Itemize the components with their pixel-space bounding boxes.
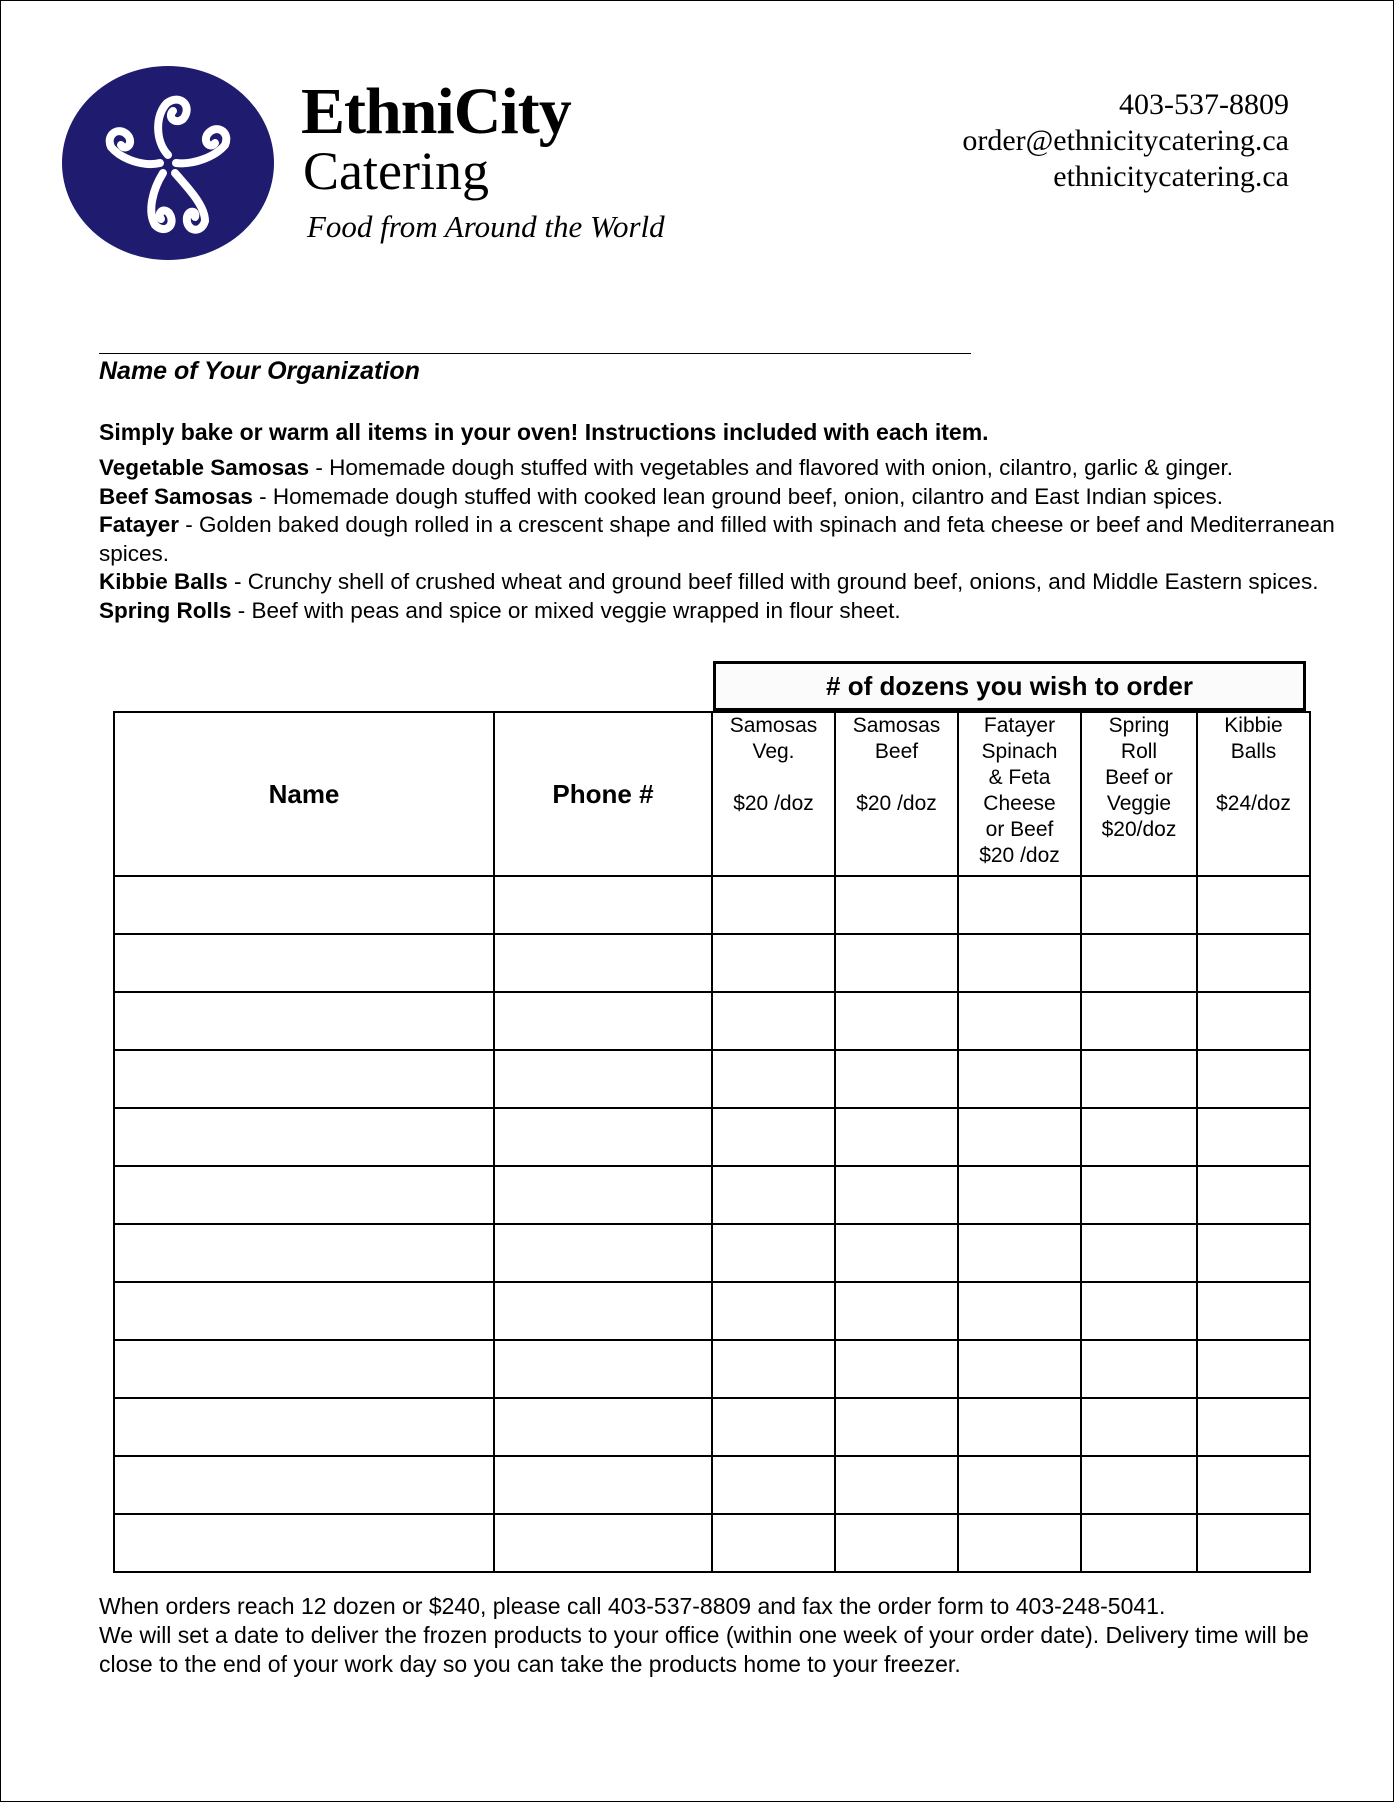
dozens-cell[interactable]: [712, 1108, 835, 1166]
product-header-line: Beef or: [1105, 766, 1173, 789]
product-description: [99, 511, 1339, 568]
name-cell[interactable]: [114, 1514, 494, 1572]
dozens-cell[interactable]: [958, 1514, 1081, 1572]
product-description: [99, 597, 1339, 626]
dozens-cell[interactable]: [835, 1050, 958, 1108]
product-description: [99, 483, 1339, 512]
table-row: [114, 1340, 1310, 1398]
dozens-cell[interactable]: [958, 1456, 1081, 1514]
column-header-product: [958, 712, 1081, 876]
product-description: [99, 568, 1339, 597]
product-header-line: Veggie: [1106, 792, 1172, 815]
product-description: [99, 454, 1339, 483]
dozens-cell[interactable]: [712, 1514, 835, 1572]
dozens-cell[interactable]: [835, 1398, 958, 1456]
dozens-cell[interactable]: [835, 1108, 958, 1166]
brand-subname: Catering: [303, 141, 489, 201]
product-header-line: Kibbie: [1224, 714, 1283, 737]
product-header-line: Balls: [1230, 740, 1277, 763]
dozens-cell[interactable]: [1081, 934, 1197, 992]
column-header-phone: Phone #: [494, 712, 712, 876]
table-row: [114, 1514, 1310, 1572]
product-price: $24/doz: [1216, 792, 1291, 815]
dozens-cell[interactable]: [1197, 1050, 1310, 1108]
dozens-cell[interactable]: [1081, 1224, 1197, 1282]
column-header-name: Name: [114, 712, 494, 876]
phone-cell[interactable]: [494, 1108, 712, 1166]
brand-tagline: Food from Around the World: [307, 209, 665, 244]
dozens-cell[interactable]: [958, 992, 1081, 1050]
footer-line: When orders reach 12 dozen or $240, please call 403-537-8809 and fax the order form to 403-248-5041.: [99, 1593, 1166, 1619]
dozens-header: # of dozens you wish to order: [713, 661, 1306, 711]
dozens-cell[interactable]: [1081, 1166, 1197, 1224]
product-name: Kibbie Balls: [99, 569, 228, 594]
dozens-cell[interactable]: [1197, 1514, 1310, 1572]
product-name: Vegetable Samosas: [99, 455, 310, 480]
name-cell[interactable]: [114, 1050, 494, 1108]
name-cell[interactable]: [114, 992, 494, 1050]
dozens-cell[interactable]: [712, 1398, 835, 1456]
product-header-gap: [836, 765, 957, 791]
table-row: [114, 876, 1310, 934]
table-row: [114, 1282, 1310, 1340]
intro-text: Simply bake or warm all items in your oven! Instructions included with each item.: [99, 419, 989, 445]
dozens-cell[interactable]: [958, 1166, 1081, 1224]
dozens-cell[interactable]: [958, 1340, 1081, 1398]
dozens-cell[interactable]: [712, 1050, 835, 1108]
footer-text: [99, 1592, 1349, 1679]
table-row: [114, 1166, 1310, 1224]
product-detail: - Homemade dough stuffed with cooked lean ground beef, onion, cilantro and East Indian spices.: [252, 483, 1224, 509]
dozens-cell[interactable]: [1081, 1398, 1197, 1456]
dozens-cell[interactable]: [712, 1224, 835, 1282]
column-header-product: [1081, 712, 1197, 876]
product-price: $20 /doz: [733, 792, 814, 815]
dozens-cell[interactable]: [835, 934, 958, 992]
phone-cell[interactable]: [494, 1050, 712, 1108]
product-header-line: Samosas: [729, 714, 818, 737]
dozens-cell[interactable]: [712, 876, 835, 934]
product-header-line: Fatayer: [983, 714, 1056, 737]
dozens-cell[interactable]: [1197, 1224, 1310, 1282]
product-price: $20/doz: [1101, 818, 1177, 841]
column-header-product: [712, 712, 835, 876]
product-price: $20 /doz: [979, 844, 1060, 867]
product-detail: - Beef with peas and spice or mixed veggie wrapped in flour sheet.: [231, 597, 901, 623]
contact-email[interactable]: order@ethnicitycatering.ca: [962, 124, 1289, 157]
product-detail: - Golden baked dough rolled in a crescent shape and filled with spinach and feta cheese or beef and Mediterranean spices.: [99, 512, 1335, 566]
name-cell[interactable]: [114, 934, 494, 992]
organization-name-line[interactable]: [99, 353, 971, 354]
dozens-cell[interactable]: [1081, 876, 1197, 934]
name-cell[interactable]: [114, 1224, 494, 1282]
name-cell[interactable]: [114, 1456, 494, 1514]
dozens-cell[interactable]: [835, 992, 958, 1050]
dozens-cell[interactable]: [958, 934, 1081, 992]
name-cell[interactable]: [114, 1282, 494, 1340]
order-rows: [114, 876, 1310, 1572]
dozens-cell[interactable]: [835, 1340, 958, 1398]
name-cell[interactable]: [114, 1166, 494, 1224]
product-header-line: Veg.: [752, 740, 795, 763]
product-price: $20 /doz: [856, 792, 937, 815]
dozens-cell[interactable]: [835, 1224, 958, 1282]
product-header-line: Roll: [1120, 740, 1158, 763]
contact-phone: 403-537-8809: [1119, 88, 1289, 121]
dozens-cell[interactable]: [1197, 992, 1310, 1050]
product-name: Beef Samosas: [99, 483, 253, 509]
table-row: [114, 934, 1310, 992]
dozens-cell[interactable]: [958, 876, 1081, 934]
product-name: Spring Rolls: [99, 597, 232, 623]
product-header-gap: [713, 765, 834, 791]
dozens-cell[interactable]: [1197, 1108, 1310, 1166]
dozens-cell[interactable]: [958, 1224, 1081, 1282]
dozens-cell[interactable]: [712, 992, 835, 1050]
dozens-cell[interactable]: [958, 1108, 1081, 1166]
phone-cell[interactable]: [494, 1398, 712, 1456]
dozens-cell[interactable]: [958, 1398, 1081, 1456]
phone-cell[interactable]: [494, 1282, 712, 1340]
organization-label: Name of Your Organization: [99, 357, 420, 385]
phone-cell[interactable]: [494, 992, 712, 1050]
dozens-cell[interactable]: [1197, 1456, 1310, 1514]
phone-cell[interactable]: [494, 1166, 712, 1224]
dozens-cell[interactable]: [835, 1456, 958, 1514]
name-cell[interactable]: [114, 1108, 494, 1166]
product-header-line: & Feta: [988, 766, 1051, 789]
table-row: [114, 1398, 1310, 1456]
dozens-cell[interactable]: [1081, 1050, 1197, 1108]
phone-cell[interactable]: [494, 1340, 712, 1398]
dozens-cell[interactable]: [1081, 1282, 1197, 1340]
name-cell[interactable]: [114, 1398, 494, 1456]
dozens-cell[interactable]: [1081, 1514, 1197, 1572]
table-row: [114, 1108, 1310, 1166]
phone-cell[interactable]: [494, 1514, 712, 1572]
dozens-cell[interactable]: [1197, 1166, 1310, 1224]
table-row: [114, 1456, 1310, 1514]
product-header-line: Samosas: [852, 714, 941, 737]
dozens-cell[interactable]: [958, 1282, 1081, 1340]
brand-name: EthniCity: [301, 75, 571, 148]
phone-cell[interactable]: [494, 1224, 712, 1282]
product-header-line: or Beef: [985, 818, 1054, 841]
product-descriptions: [99, 454, 1339, 625]
column-header-product: [1197, 712, 1310, 876]
dozens-cell[interactable]: [835, 1514, 958, 1572]
dozens-cell[interactable]: [712, 1166, 835, 1224]
dozens-cell[interactable]: [1197, 934, 1310, 992]
dozens-cell[interactable]: [1197, 1282, 1310, 1340]
order-table: [113, 711, 1311, 1573]
column-header-product: [835, 712, 958, 876]
table-row: [114, 992, 1310, 1050]
dozens-cell[interactable]: [1081, 1340, 1197, 1398]
phone-cell[interactable]: [494, 934, 712, 992]
table-header-row: [114, 712, 1310, 876]
contact-website[interactable]: ethnicitycatering.ca: [1053, 160, 1289, 193]
name-cell[interactable]: [114, 876, 494, 934]
product-header-gap: [1198, 765, 1309, 791]
dozens-cell[interactable]: [712, 934, 835, 992]
product-header-line: Cheese: [983, 792, 1056, 815]
dozens-cell[interactable]: [1197, 1398, 1310, 1456]
dozens-cell[interactable]: [1197, 876, 1310, 934]
dozens-cell[interactable]: [1081, 1108, 1197, 1166]
dozens-cell[interactable]: [1197, 1340, 1310, 1398]
footer-line: We will set a date to deliver the frozen products to your office (within one week of your order date). Delivery time will be close to the end of your work day so you can take the products home to your freezer.: [99, 1622, 1309, 1677]
contact-block: [962, 87, 1289, 195]
phone-cell[interactable]: [494, 876, 712, 934]
product-header-line: Spinach: [981, 740, 1058, 763]
product-header-line: Beef: [874, 740, 919, 763]
dozens-cell[interactable]: [835, 1282, 958, 1340]
table-row: [114, 1050, 1310, 1108]
dozens-cell[interactable]: [1081, 1456, 1197, 1514]
dozens-cell[interactable]: [835, 1166, 958, 1224]
dozens-cell[interactable]: [712, 1456, 835, 1514]
dozens-cell[interactable]: [712, 1282, 835, 1340]
product-header-line: Spring: [1108, 714, 1170, 737]
product-name: Fatayer: [99, 512, 180, 537]
product-detail: - Crunchy shell of crushed wheat and ground beef filled with ground beef, onions, and Middle Eastern spices.: [227, 569, 1319, 594]
table-row: [114, 1224, 1310, 1282]
dozens-cell[interactable]: [958, 1050, 1081, 1108]
name-cell[interactable]: [114, 1340, 494, 1398]
dozens-cell[interactable]: [712, 1340, 835, 1398]
phone-cell[interactable]: [494, 1456, 712, 1514]
dozens-cell[interactable]: [835, 876, 958, 934]
dozens-cell[interactable]: [1081, 992, 1197, 1050]
product-detail: - Homemade dough stuffed with vegetables and flavored with onion, cilantro, garlic & ginger.: [309, 455, 1233, 480]
flower-logo-icon: [59, 63, 277, 263]
